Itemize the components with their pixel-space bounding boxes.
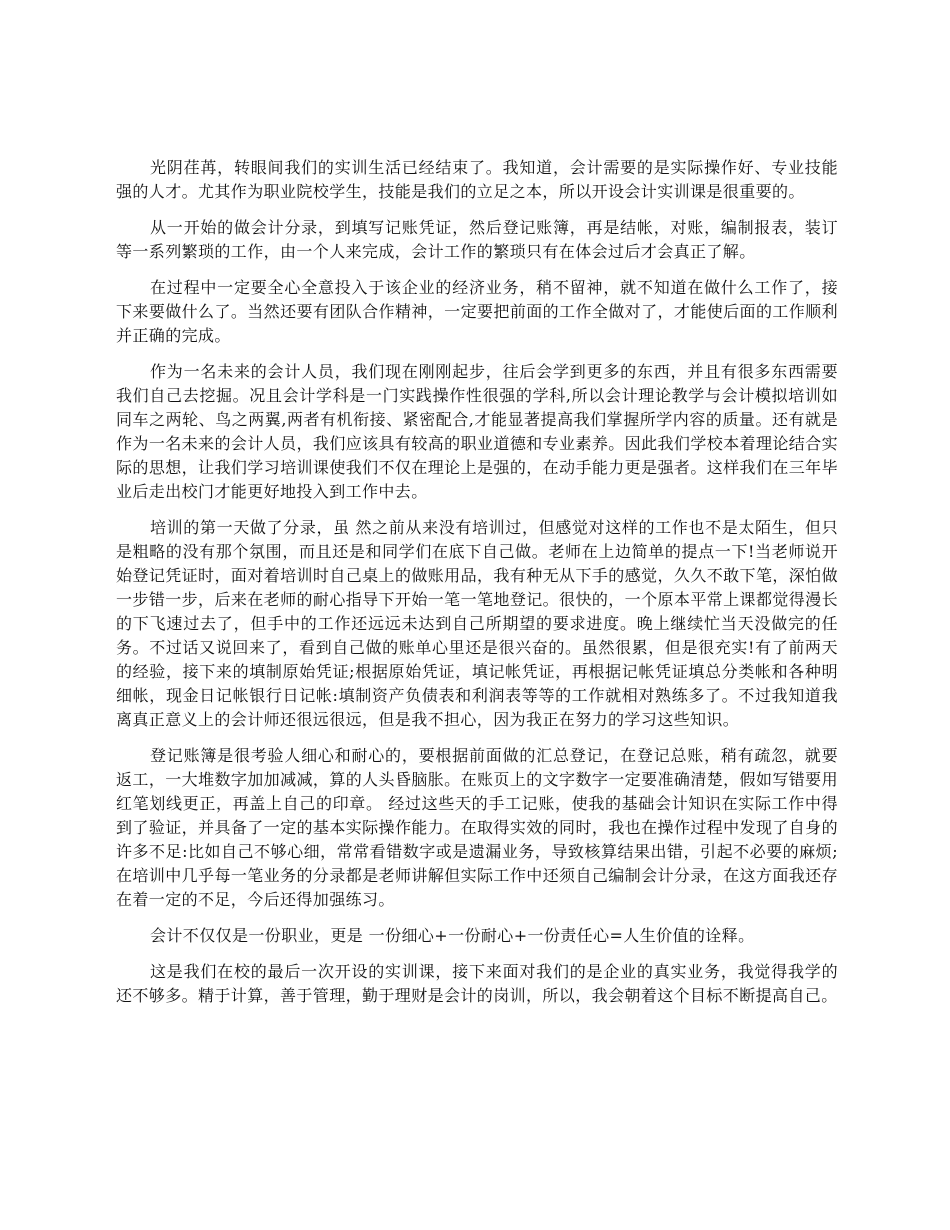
paragraph-5: 培训的第一天做了分录，虽 然之前从来没有培训过，但感觉对这样的工作也不是太陌生，但只是粗略的没有那个氛围，而且还是和同学们在底下自己做。老师在上边简单的提点一下!当老师说开始登记凭证时，面对着培训时自己桌上的做账用品，我有种无从下手的感觉，久久不敢下笔，深怕做一步错一步，后来在老师的耐心指导下开始一笔一笔地登记。很快的，一个原本平常上课都觉得漫长的下飞速过去了，但手中的工作还远远未达到自己所期望的要求进度。晚上继续忙当天没做完的任务。不过话又说回来了，看到自己做的账单心里还是很兴奋的。虽然很累，但是很充实!有了前两天的经验，接下来的填制原始凭证;根据原始凭证，填记帐凭证，再根据记帐凭证填总分类帐和各种明细帐，现金日记帐银行日记帐:填制资产负债表和利润表等等的工作就相对熟练多了。不过我知道我离真正意义上的会计师还很远很远，但是我不担心，因为我正在努力的学习这些知识。 (116, 518, 838, 729)
document-body (116, 156, 838, 1020)
paragraph-7: 会计不仅仅是一份职业，更是 一份细心+一份耐心+一份责任心=人生价值的诠释。 (150, 926, 755, 945)
paragraph-1: 光阴荏苒，转眼间我们的实训生活已经结束了。我知道，会计需要的是实际操作好、专业技能强的人才。尤其作为职业院校学生，技能是我们的立足之本，所以开设会计实训课是很重要的。 (116, 158, 838, 201)
paragraph-4: 作为一名未来的会计人员，我们现在刚刚起步，往后会学到更多的东西，并且有很多东西需要我们自己去挖掘。况且会计学科是一门实践操作性很强的学科,所以会计理论教学与会计模拟培训如同车之两轮、鸟之两翼,两者有机衔接、紧密配合,才能显著提高我们掌握所学内容的质量。还有就是作为一名未来的会计人员，我们应该具有较高的职业道德和专业素养。因此我们学校本着理论结合实际的思想，让我们学习培训课使我们不仅在理论上是强的，在动手能力更是强者。这样我们在三年毕业后走出校门才能更好地投入到工作中去。 (116, 362, 838, 501)
paragraph-3: 在过程中一定要全心全意投入于该企业的经济业务，稍不留神，就不知道在做什么工作了，接下来要做什么了。当然还要有团队合作精神，一定要把前面的工作全做对了，才能使后面的工作顺利并正确的完成。 (116, 278, 838, 345)
paragraph-6: 登记账簿是很考验人细心和耐心的，要根据前面做的汇总登记，在登记总账，稍有疏忽，就要返工，一大堆数字加加减减，算的人头昏脑胀。在账页上的文字数字一定要准确清楚，假如写错要用红笔划线更正，再盖上自己的印章。 经过这些天的手工记账，使我的基础会计知识在实际工作中得到了验证，并具备了一定的基本实际操作能力。在取得实效的同时，我也在操作过程中发现了自身的许多不足:比如自己不够心细，常常看错数字或是遗漏业务，导致核算结果出错，引起不必要的麻烦;在培训中几乎每一笔业务的分录都是老师讲解但实际工作中还须自己编制会计分录，在这方面我还存在着一定的不足，今后还得加强练习。 (116, 746, 838, 909)
paragraph-8: 这是我们在校的最后一次开设的实训课，接下来面对我们的是企业的真实业务，我觉得我学的还不够多。精于计算，善于管理，勤于理财是会计的岗训，所以，我会朝着这个目标不断提高自己。 (116, 962, 838, 1005)
paragraph-2: 从一开始的做会计分录，到填写记账凭证，然后登记账簿，再是结帐，对账，编制报表，装订等一系列繁琐的工作，由一个人来完成，会计工作的繁琐只有在体会过后才会真正了解。 (116, 218, 838, 261)
